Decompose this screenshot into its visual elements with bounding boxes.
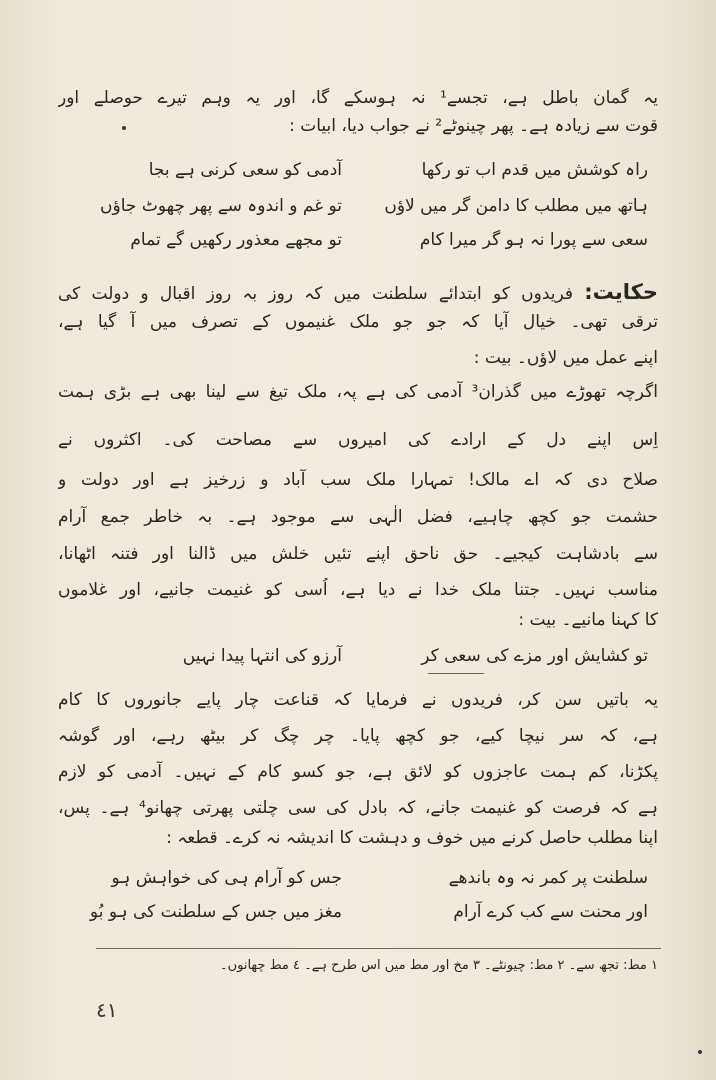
text-line: یہ گمان باطل ہے، تجسے¹ نہ ہوسکے گا، اور یہ وہم تیرے حوصلے اور (58, 88, 658, 108)
text-line: صلاح دی کہ اے مالک! تمہارا ملک سب آباد و زرخیز ہے اور دولت و (58, 470, 658, 490)
verse-line: اور محنت سے کب کرے آرام (453, 902, 648, 922)
section-heading: حکایت: (584, 280, 658, 304)
verse-line: راہ کوشش میں قدم اب تو رکھا (421, 160, 648, 180)
verse-line: ہاتھ میں مطلب کا دامن گر میں لاؤں (384, 196, 648, 216)
verse-line: آرزو کی انتہا پیدا نہیں (182, 646, 342, 666)
text-line: اِس اپنے دل کے ارادے کی امیروں سے مصاحت کی۔ اکثروں نے (58, 430, 658, 450)
verse-line: تو کشایش اور مزے کی سعی کر (421, 646, 648, 666)
footnote-divider (96, 948, 661, 949)
verse-line: جس کو آرام ہی کی خواہش ہو (111, 868, 342, 888)
ink-dot (698, 1050, 702, 1054)
verse-line: سلطنت پر کمر نہ وہ باندھے (448, 868, 648, 888)
text-line: اپنا مطلب حاصل کرنے میں خوف و دہشت کا اندیشہ نہ کرے۔ قطعہ : (166, 828, 658, 848)
text-line: قوت سے زیادہ ہے۔ پھر چینوٹے² نے جواب دیا، ابیات : (289, 116, 658, 136)
text-line: ہے، کہ سر نیچا کیے، جو کچھ پایا۔ چر چگ کر بیٹھ رہے، اور گوشہ (58, 726, 658, 746)
text-line: ترقی تھی۔ خیال آیا کہ جو جو ملک غنیموں کے تصرف میں آ گیا ہے، (58, 312, 658, 332)
text-line: یہ باتیں سن کر، فریدوں نے فرمایا کہ قناعت چار پایے جانوروں کا کام (58, 690, 658, 710)
verse-line: تو مجھے معذور رکھیں گے تمام (130, 230, 342, 250)
text-line (58, 280, 658, 306)
text-line: حشمت جو کچھ چاہیے، فضل الٰہی سے موجود ہے۔ بہ خاطر جمع آرام (58, 507, 658, 527)
text-line: اپنے عمل میں لاؤں۔ بیت : (473, 348, 658, 368)
text-line: ہے کہ فرصت کو غنیمت جانے، کہ بادل کی سی چلتی پھرتی چھانو⁴ ہے۔ پس، (58, 798, 658, 818)
divider (428, 673, 484, 674)
verse-line: آدمی کو سعی کرنی ہے بجا (148, 160, 342, 180)
text-line: پکڑنا، کم ہمت عاجزوں کو لائق ہے، جو کسو کام کے نہیں۔ آدمی کو لازم (58, 762, 658, 782)
verse-line: مغز میں جس کے سلطنت کی ہو بُو (89, 902, 342, 922)
text-line: مناسب نہیں۔ جتنا ملک خدا نے دیا ہے، اُسی کو غنیمت جانیے، اور غلاموں (58, 580, 658, 600)
verse-line: سعی سے پورا نہ ہو گر میرا کام (419, 230, 648, 250)
page-number: ٤١ (96, 998, 118, 1022)
ink-dot (122, 126, 126, 130)
verse-line: اگرچہ تھوڑے میں گذران³ آدمی کی ہے پہ، ملک تیغ سے لینا بھی ہے بڑی ہمت (58, 382, 658, 402)
text-line: سے بادشاہت کیجیے۔ حق ناحق اپنے تئیں خلش میں ڈالنا اور فتنہ اٹھانا، (58, 544, 658, 564)
text-line-rest: فریدوں کو ابتدائے سلطنت میں کہ روز بہ روز اقبال و دولت کی (58, 284, 573, 304)
verse-line: تو غم و اندوہ سے پھر چھوٹ جاؤں (100, 196, 342, 216)
text-line: کا کہنا مانیے۔ بیت : (518, 610, 658, 630)
footnotes: ١ مط: تجھ سے۔ ٢ مط: چیونٹے۔ ٣ مخ اور مط میں اس طرح ہے۔ ٤ مط چھانوں۔ (219, 958, 658, 973)
